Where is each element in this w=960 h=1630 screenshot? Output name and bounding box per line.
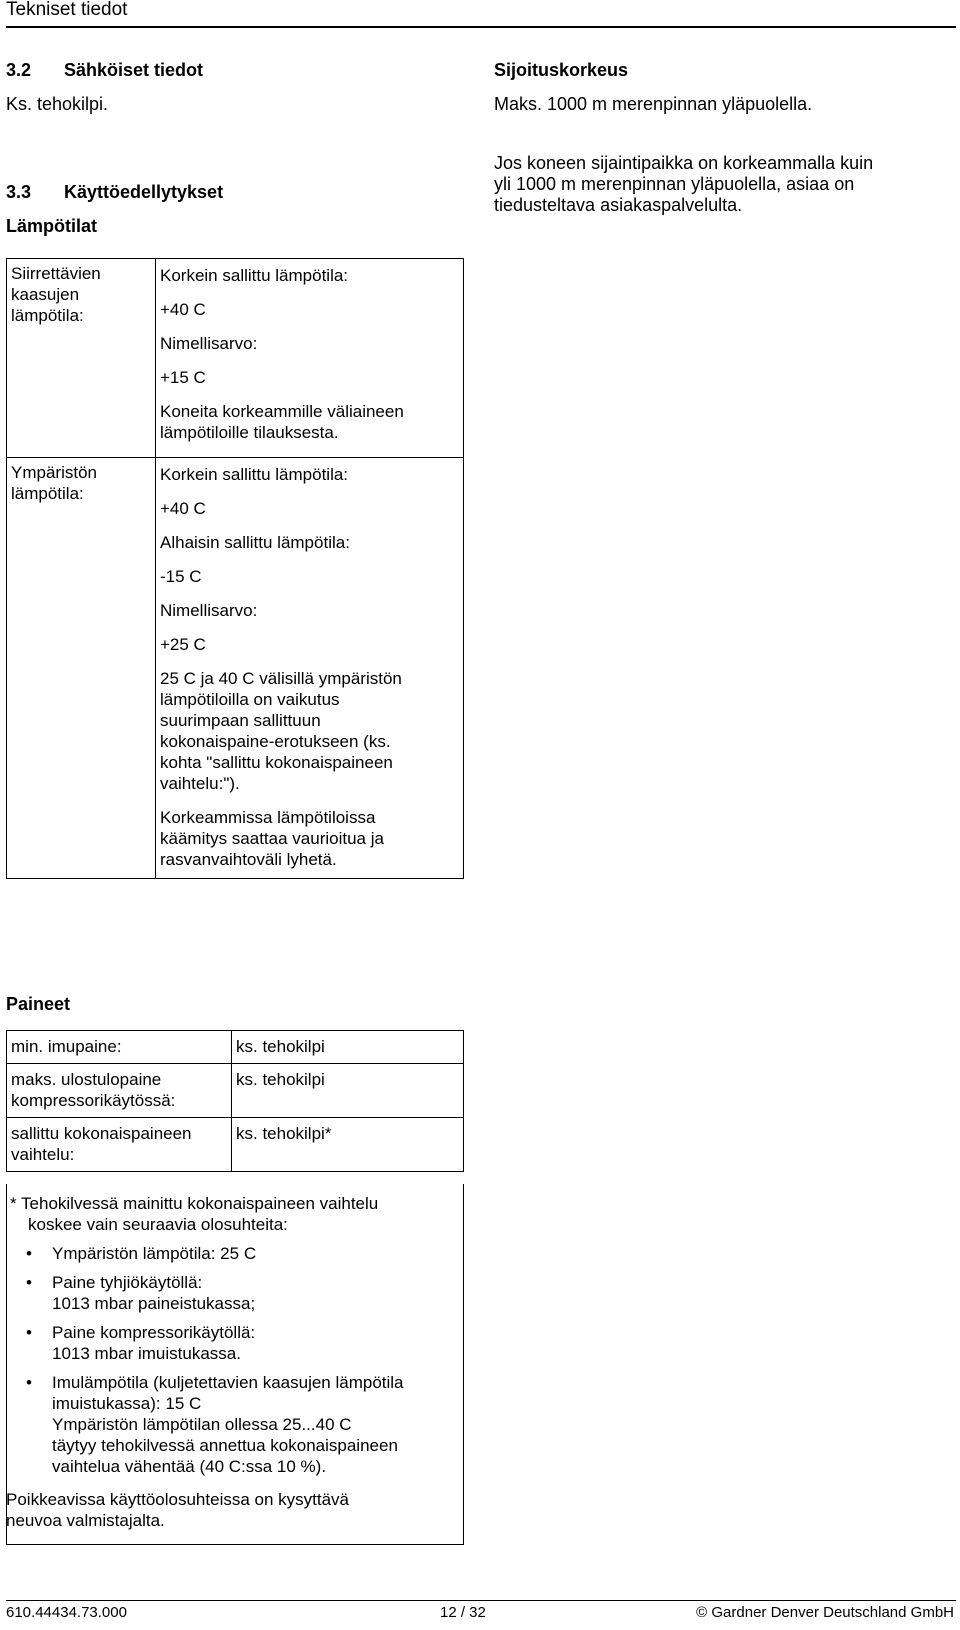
section-3-2-text: Ks. tehokilpi. <box>6 94 109 114</box>
pressure-table <box>6 1030 464 1172</box>
min-suction-label: min. imupaine: <box>7 1031 232 1064</box>
section-3-2-title: Sähköiset tiedot <box>64 60 204 80</box>
footnote-closing: Poikkeavissa käyttöolosuhteissa on kysyttävä neuvoa valmistajalta. <box>6 1490 350 1530</box>
pressure-variation-label: sallittu kokonaispaineen vaihtelu: <box>7 1118 232 1172</box>
list-item: • Paine tyhjiökäytöllä: 1013 mbar paineistukassa; <box>6 1272 462 1314</box>
max-outlet-label: maks. ulostulopaine kompressorikäytössä: <box>7 1064 232 1118</box>
ambient-temperature-label: Ympäristön lämpötila: <box>7 458 156 879</box>
footer-rule <box>6 1600 956 1601</box>
table-row <box>7 458 464 879</box>
temperature-table <box>6 258 464 879</box>
list-item: Korkein sallittu lämpötila: <box>160 465 349 484</box>
list-item: +40 C <box>160 300 206 319</box>
table-row <box>7 1031 464 1064</box>
altitude-note: Jos koneen sijaintipaikka on korkeammalla kuin yli 1000 m merenpinnan yläpuolella, asiaa on tiedusteltava asiakaspalvelulta. <box>494 153 874 215</box>
list-item: +15 C <box>160 368 206 387</box>
min-suction-value: ks. tehokilpi <box>232 1031 464 1064</box>
gas-temperature-values <box>156 259 464 458</box>
temperatures-heading: Lämpötilat <box>6 216 98 236</box>
list-item: 25 C ja 40 C välisillä ympäristön lämpötiloilla on vaikutus suurimpaan sallittuun kokonaispaine-erotukseen (ks. kohta "sallittu kokonaispaineen vaihtelu:"). <box>160 669 402 793</box>
list-item: Korkeammissa lämpötiloissa käämitys saattaa vaurioitua ja rasvanvaihtoväli lyhetä. <box>160 808 384 869</box>
list-item: Korkein sallittu lämpötila: <box>160 266 349 285</box>
footnote-intro: * Tehokilvessä mainittu kokonaispaineen vaihtelu koskee vain seuraavia olosuhteita: <box>10 1194 379 1234</box>
header-rule <box>6 26 956 28</box>
list-item: • Imulämpötila (kuljetettavien kaasujen lämpötila imuistukassa): 15 C Ympäristön lämpötilan ollessa 25...40 C täytyy tehokilvessä annettua kokonaispaineen vaihtelua vähentää (40 C:ssa 10 %). <box>6 1372 462 1477</box>
list-item: • Ympäristön lämpötila: 25 C <box>6 1243 462 1264</box>
list-item: -15 C <box>160 567 202 586</box>
page-number: 12 / 32 <box>440 1604 486 1621</box>
list-item: Nimellisarvo: <box>160 601 258 620</box>
list-item: Koneita korkeammille väliaineen lämpötiloille tilauksesta. <box>160 402 404 442</box>
gas-temperature-label: Siirrettävien kaasujen lämpötila: <box>7 259 156 458</box>
pressure-variation-value: ks. tehokilpi* <box>232 1118 464 1172</box>
copyright: © Gardner Denver Deutschland GmbH <box>696 1604 954 1621</box>
list-item: Alhaisin sallittu lämpötila: <box>160 533 350 552</box>
doc-number: 610.44434.73.000 <box>6 1604 127 1621</box>
max-outlet-value: ks. tehokilpi <box>232 1064 464 1118</box>
table-row <box>7 1064 464 1118</box>
section-3-3-title: Käyttöedellytykset <box>64 182 224 202</box>
section-3-3-number: 3.3 <box>6 182 32 202</box>
altitude-heading: Sijoituskorkeus <box>494 60 629 80</box>
list-item: +25 C <box>160 635 206 654</box>
section-3-2-number: 3.2 <box>6 60 32 80</box>
list-item: • Paine kompressorikäytöllä: 1013 mbar imuistukassa. <box>6 1322 462 1364</box>
list-item: Nimellisarvo: <box>160 334 258 353</box>
pressures-heading: Paineet <box>6 994 71 1014</box>
ambient-temperature-values <box>156 458 464 879</box>
altitude-max: Maks. 1000 m merenpinnan yläpuolella. <box>494 94 813 114</box>
table-row <box>7 1118 464 1172</box>
footnote-text <box>6 1193 462 1531</box>
page-header-title: Tekniset tiedot <box>6 0 128 20</box>
list-item: +40 C <box>160 499 206 518</box>
table-row <box>7 259 464 458</box>
